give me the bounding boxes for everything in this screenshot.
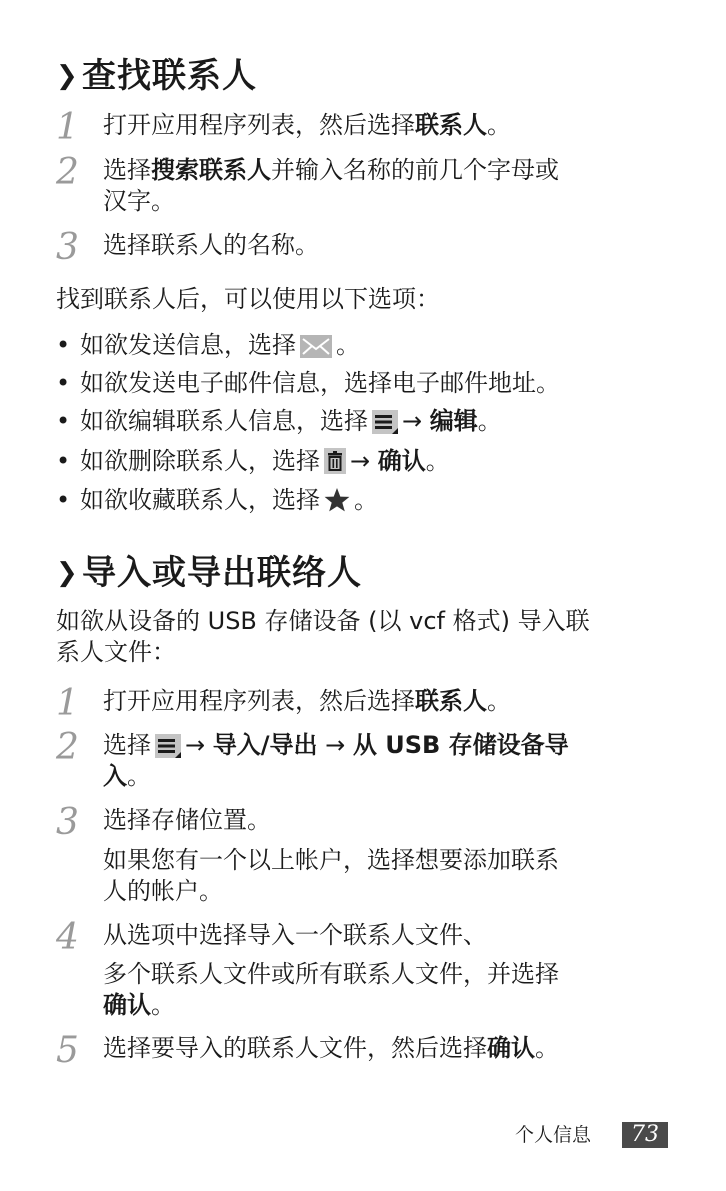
note-text: 人的帐户。 [103,877,223,905]
step-bold-text: 联系人 [415,687,487,715]
footer-section-label: 个人信息 [515,1124,592,1146]
step-text: 。 [535,1034,559,1062]
bullet-dot: • [56,407,71,435]
step-bold-text: 搜索联系人 [151,156,271,184]
note-text: 多个联系人文件或所有联系人文件，并选择 [103,960,559,988]
step-number: 1 [56,107,79,148]
find-step-1 [56,107,676,148]
section-title-text: 导入或导出联络人 [82,553,362,593]
bullet-text: 。 [425,447,450,475]
find-step-3 [56,227,676,268]
bullet-send-email [56,368,560,398]
section-title-text: 查找联系人 [82,56,257,96]
step-number: 1 [56,683,79,724]
step-text: 汉字。 [103,187,175,215]
import-step-3-note [103,845,663,907]
bullet-send-message [56,330,360,360]
step-number: 2 [56,152,79,193]
bullet-dot: • [56,369,71,397]
step-text: 打开应用程序列表，然后选择 [103,111,415,139]
step-text: 选择要导入的联系人文件，然后选择 [103,1034,487,1062]
bullet-delete-contact [56,446,450,476]
chevron-right-icon: ❯ [56,558,79,588]
step-bold-text: 联系人 [415,111,487,139]
step-text: 选择联系人的名称。 [103,231,319,259]
intro-text: 如欲从设备的 USB 存储设备 (以 vcf 格式) 导入联 [56,607,590,635]
bullet-text: 如欲发送电子邮件信息，选择电子邮件地址。 [80,369,560,397]
note-text: 如果您有一个以上帐户，选择想要添加联系 [103,846,559,874]
chevron-right-icon: ❯ [56,61,79,91]
bullet-text: 。 [477,407,502,435]
arrow-icon: → [402,407,423,435]
bullet-dot: • [56,447,71,475]
import-step-5 [56,1030,676,1071]
import-step-4-note [103,959,663,1021]
step-text: 选择存储位置。 [103,806,271,834]
section-title-import-export [56,553,362,593]
step-number: 3 [56,802,79,843]
step-bold-text: 从 USB 存储设备导 [352,731,569,759]
bullet-text: 如欲编辑联系人信息，选择 [80,407,368,435]
step-text: 打开应用程序列表，然后选择 [103,687,415,715]
bullet-dot: • [56,331,71,359]
menu-icon [372,410,398,434]
bullet-bold-text: 确认 [377,447,426,475]
step-number: 3 [56,227,79,268]
step-text: 选择 [103,156,151,184]
note-bold-text: 确认 [103,991,151,1019]
step-text: 并输入名称的前几个字母或 [271,156,559,184]
step-text: 。 [487,687,511,715]
note-text: 。 [151,991,175,1019]
step-number: 4 [56,917,79,958]
page-number: 73 [622,1122,668,1148]
bullet-text: 如欲删除联系人，选择 [80,447,320,475]
bullet-bold-text: 编辑 [429,407,478,435]
bullet-text: 如欲收藏联系人，选择 [80,486,320,514]
section-title-find-contact [56,56,257,96]
step-number: 5 [56,1030,79,1071]
step-number: 2 [56,727,79,768]
step-text: 从选项中选择导入一个联系人文件、 [103,921,487,949]
bullet-text: 。 [336,331,360,359]
step-text: 。 [127,762,151,790]
step-bold-text: 入 [103,762,127,790]
bullet-favorite-contact [56,485,378,515]
intro-text: 系人文件： [56,638,176,666]
import-step-4 [56,917,676,958]
bullet-edit-contact [56,406,502,436]
step-bold-text: 确认 [487,1034,535,1062]
import-step-3 [56,802,676,843]
bullet-text: 如欲发送信息，选择 [80,331,296,359]
step-bold-text: 导入/导出 [212,731,318,759]
import-intro-paragraph [56,606,676,668]
bullet-text: 。 [354,486,378,514]
import-step-2 [56,727,676,792]
step-text: 。 [487,111,511,139]
menu-icon [155,734,181,758]
arrow-icon: → [185,731,206,759]
step-text: 选择 [103,731,151,759]
trash-icon [324,448,346,474]
bullet-dot: • [56,486,71,514]
envelope-icon [300,335,332,358]
star-icon [324,487,350,513]
arrow-icon: → [325,731,346,759]
import-step-1 [56,683,676,724]
find-step-2 [56,152,676,217]
arrow-icon: → [350,447,371,475]
after-find-paragraph: 找到联系人后，可以使用以下选项： [56,285,440,313]
